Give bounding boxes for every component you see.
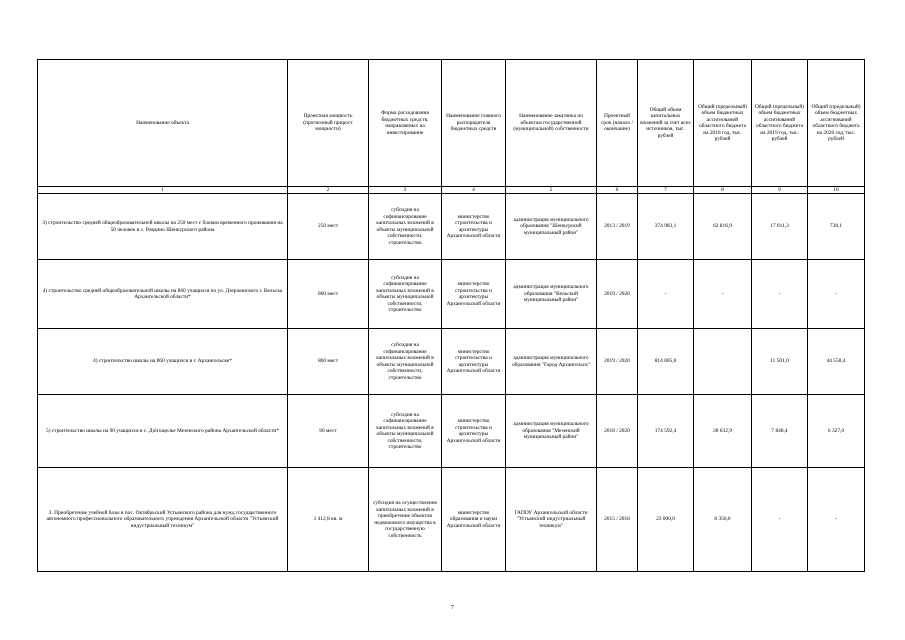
customer: ГАПОУ Архангельской области "Устьянский индустриальный техникум": [506, 468, 597, 572]
capacity: 250 мест: [288, 194, 369, 260]
main-manager: министерство строительства и архитектуры Архангельской области: [442, 194, 506, 260]
period: 2013 / 2019: [597, 194, 638, 260]
header-budget-2020: Общий (предельный) объем бюджетных ассигнований областного бюджета на 2020 год, тыс. рублей: [808, 60, 865, 187]
budget-2019: 17 011,3: [752, 194, 808, 260]
header-total-investment: Общий объем капитальных вложений за счет всех источников, тыс. рублей: [638, 60, 694, 187]
budget-2019: -: [752, 260, 808, 329]
column-number: 6: [597, 187, 638, 194]
object-name: 3) строительство средней общеобразовательной школы на 250 мест с блоком временного проживания на 50 человек в с. Ровдино Шенкурского района: [38, 194, 288, 260]
capacity: 1 412,8 кв. м: [288, 468, 369, 572]
customer: администрация муниципального образования "Вельский муниципальный район": [506, 260, 597, 329]
total-investment: 23 000,0: [638, 468, 694, 572]
table-row: [38, 194, 865, 260]
budget-2020: -: [808, 260, 865, 329]
customer: администрация муниципального образования "Город Архангельск": [506, 329, 597, 395]
total-investment: -: [638, 260, 694, 329]
spending-form: субсидия на софинансирование капитальных вложений в объекты муниципальной собственности, строительство: [369, 260, 442, 329]
period: 2019 / 2020: [597, 260, 638, 329]
budget-2018: 8 350,0: [694, 468, 752, 572]
object-name: 5) строительство школы на 90 учащихся в с. Дolгощелье Мезенского района Архангельской области*: [38, 395, 288, 468]
table-row: [38, 468, 865, 572]
table-header-row: [38, 60, 865, 187]
capacity: 860 мест: [288, 260, 369, 329]
column-numbers-row: [38, 187, 865, 194]
main-manager: министерство строительства и архитектуры Архангельской области: [442, 395, 506, 468]
column-number: 4: [442, 187, 506, 194]
budget-2020: 6 327,0: [808, 395, 865, 468]
budget-2018: -: [694, 260, 752, 329]
main-manager: министерство строительства и архитектуры Архангельской области: [442, 329, 506, 395]
header-capacity: Проектная мощность (прогнозный прирост мощности): [288, 60, 369, 187]
capacity: 90 мест: [288, 395, 369, 468]
header-budget-2019: Общий (предельный) объем бюджетных ассигнований областного бюджета на 2019 год, тыс. рублей: [752, 60, 808, 187]
budget-2020: -: [808, 468, 865, 572]
total-investment: 174 592,4: [638, 395, 694, 468]
object-name: 4) строительство средней общеобразовательной школы на 860 учащихся по ул. Дзержинского г. Вельска Архангельской области*: [38, 260, 288, 329]
customer: администрация муниципального образования "Мезенский муниципальный район": [506, 395, 597, 468]
page-number: 7: [451, 605, 454, 611]
main-manager: министерство образования и науки Архангельской области: [442, 468, 506, 572]
budget-2019: 7 848,4: [752, 395, 808, 468]
budget-2018: 28 632,9: [694, 395, 752, 468]
column-number: 5: [506, 187, 597, 194]
header-main-manager: Наименование главного распорядителя бюджетных средств: [442, 60, 506, 187]
column-number: 10: [808, 187, 865, 194]
table-row: [38, 395, 865, 468]
period: 2018 / 2020: [597, 395, 638, 468]
budget-2018: [694, 329, 752, 395]
spending-form: субсидия на осуществление капитальных вложений в приобретение объектов недвижимого имущества в государственную собственность: [369, 468, 442, 572]
column-number: 9: [752, 187, 808, 194]
column-number: 2: [288, 187, 369, 194]
spending-form: субсидия на софинансирование капитальных вложений в объекты муниципальной собственности, строительство: [369, 194, 442, 260]
header-budget-2018: Общий (предельный) объем бюджетных ассигнований областного бюджета на 2018 год, тыс. рублей: [694, 60, 752, 187]
total-investment: 814 005,6: [638, 329, 694, 395]
header-spending-form: Форма расходования бюджетных средств, направляемых на инвестирование: [369, 60, 442, 187]
header-object-name: Наименование объекта: [38, 60, 288, 187]
period: 2019 / 2020: [597, 329, 638, 395]
column-number: 8: [694, 187, 752, 194]
budget-2018: 62 816,9: [694, 194, 752, 260]
column-number: 7: [638, 187, 694, 194]
customer: администрация муниципального образования "Шенкурский муниципальный район": [506, 194, 597, 260]
budget-2020: 44 558,4: [808, 329, 865, 395]
main-manager: министерство строительства и архитектуры Архангельской области: [442, 260, 506, 329]
header-customer: Наименование заказчика по объектам государственной (муниципальной) собственности: [506, 60, 597, 187]
total-investment: 374 983,1: [638, 194, 694, 260]
period: 2015 / 2018: [597, 468, 638, 572]
column-number: 3: [369, 187, 442, 194]
spending-form: субсидия на софинансирование капитальных вложений в объекты муниципальной собственности, строительство: [369, 395, 442, 468]
capacity: 860 мест: [288, 329, 369, 395]
budget-2019: 11 501,0: [752, 329, 808, 395]
table-row: [38, 260, 865, 329]
budget-2019: -: [752, 468, 808, 572]
investment-objects-table: [37, 59, 865, 572]
object-name: 4) строительство школы на 860 учащихся в г. Архангельске*: [38, 329, 288, 395]
column-number: 1: [38, 187, 288, 194]
object-name: 3. Приобретение учебной базы в пос. Октябрьский Устьянского района для нужд государственного автономного профессионального образовательного учреждения Архангельской области "Устьянский индустриальный техникум": [38, 468, 288, 572]
header-period: Проектный срок (начало / окончание): [597, 60, 638, 187]
table-row: [38, 329, 865, 395]
spending-form: субсидия на софинансирование капитальных вложений в объекты муниципальной собственности, строительство: [369, 329, 442, 395]
budget-2020: 738,1: [808, 194, 865, 260]
